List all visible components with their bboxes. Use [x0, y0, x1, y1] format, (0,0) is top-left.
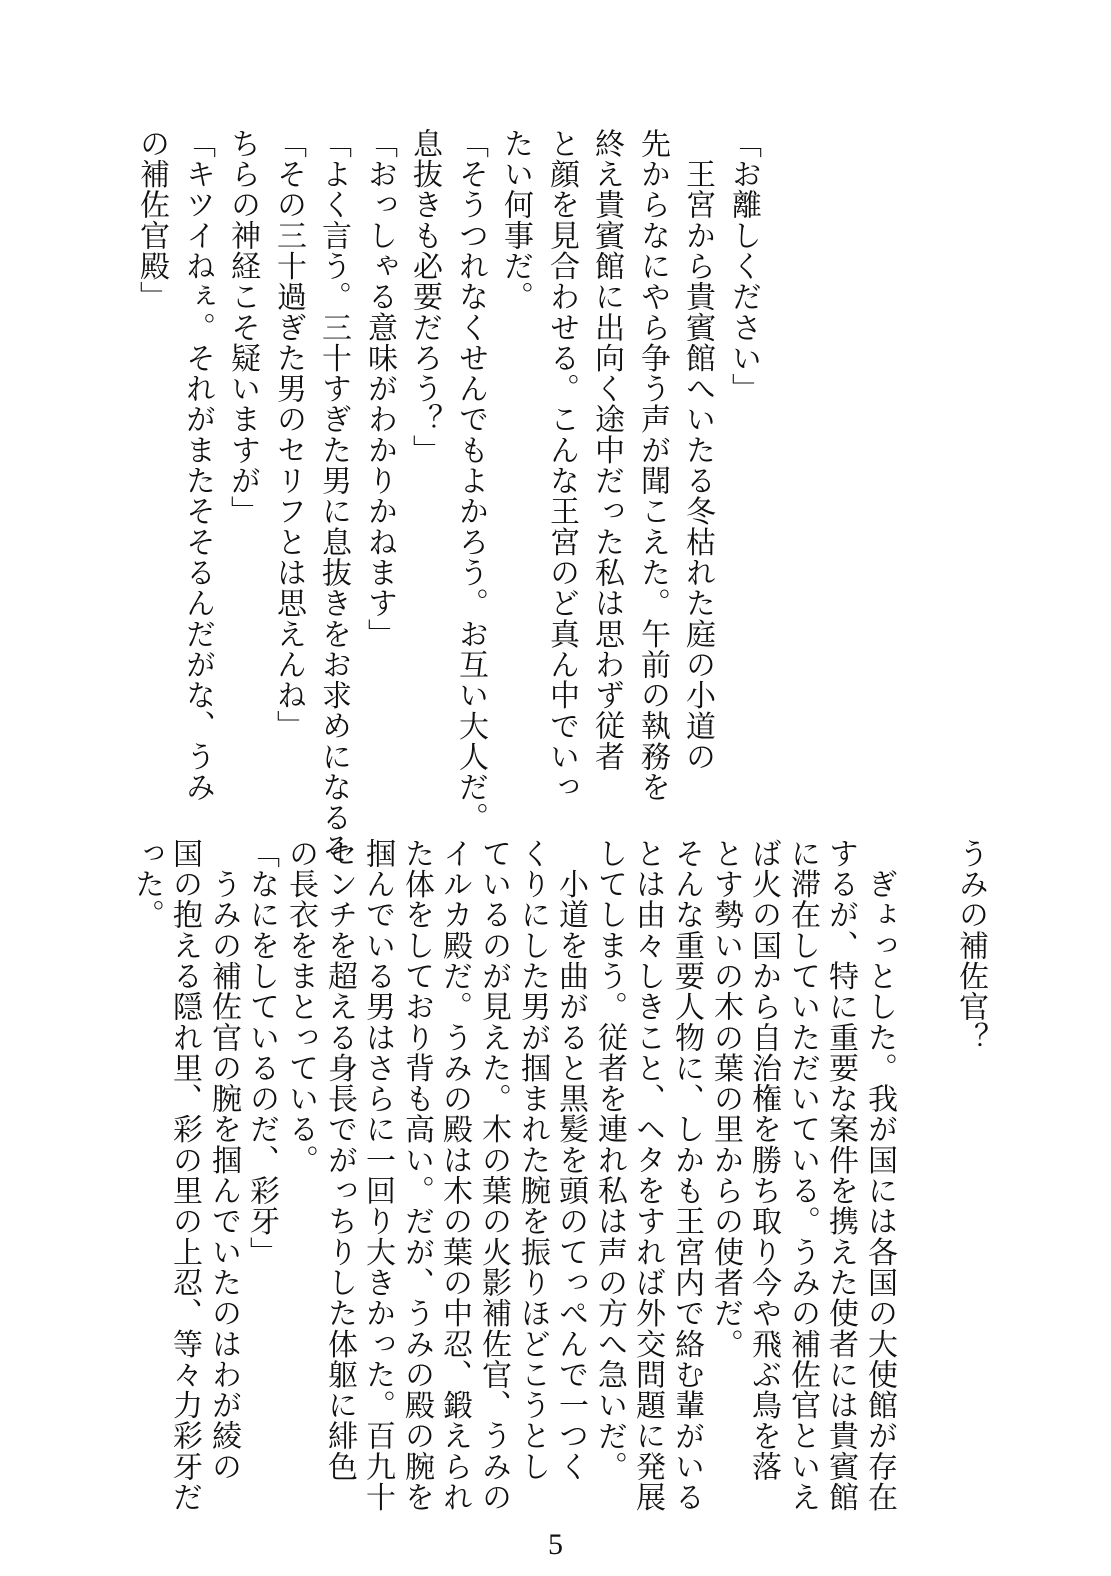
lower-line-1: うみの補佐官？	[953, 838, 988, 1053]
lower-line-18: 「なにをしているのだ、彩牙」	[244, 838, 279, 1268]
upper-line-2: 王宮から貴賓館へいたる冬枯れた庭の小道の	[680, 128, 715, 772]
lower-line-11: くりにした男が掴まれた腕を振りほどこうとし	[515, 838, 550, 1482]
lower-line-6: とす勢いの木の葉の里からの使者だ。	[708, 838, 743, 1360]
upper-line-12: ちらの神経こそ疑いますが」	[225, 128, 260, 527]
lower-line-17: の長衣をまとっている。	[283, 838, 318, 1176]
upper-line-9: 「おっしゃる意味がわかりかねます」	[362, 128, 397, 650]
lower-line-3: するが、特に重要な案件を携えた使者には貴賓館	[823, 838, 858, 1513]
upper-line-10: 「よく言う。三十すぎた男に息抜きをお求めになるそ	[316, 128, 351, 864]
lower-line-20: 国の抱える隠れ里、彩の里の上忍、等々力彩牙だ	[167, 838, 202, 1513]
upper-line-1: 「お離しください」	[726, 128, 761, 404]
lower-line-13: イルカ殿だ。うみの殿は木の葉の中忍、鍛えられ	[437, 838, 472, 1513]
lower-line-5: ば火の国から自治権を勝ち取り今や飛ぶ鳥を落	[746, 838, 781, 1482]
upper-line-7: 「そうつれなくせんでもよかろう。お互い大人だ。	[453, 128, 488, 833]
upper-line-14: の補佐官殿」	[134, 128, 169, 312]
lower-line-2: ぎょっとした。我が国には各国の大使館が存在	[862, 838, 897, 1513]
upper-line-4: 終え貴賓館に出向く途中だった私は思わず従者	[589, 128, 624, 772]
lower-line-16: センチを超える身長でがっちりした体躯に緋色	[322, 838, 357, 1482]
lower-line-7: そんな重要人物に、しかも王宮内で絡む輩がいる	[669, 838, 704, 1513]
lower-line-19: うみの補佐官の腕を掴んでいたのはわが綾の	[206, 838, 241, 1482]
upper-line-8: 息抜きも必要だろう？」	[407, 128, 442, 466]
upper-line-3: 先からなにやら争う声が聞こえた。午前の執務を	[635, 128, 670, 803]
lower-line-4: に滞在していただいている。うみの補佐官といえ	[785, 838, 820, 1513]
lower-line-10: 小道を曲がると黒髪を頭のてっぺんで一つく	[553, 838, 588, 1482]
lower-line-9: してしまう。従者を連れ私は声の方へ急いだ。	[592, 838, 627, 1482]
upper-line-5: と顔を見合わせる。こんな王宮のど真ん中でいっ	[544, 128, 579, 803]
upper-line-6: たい何事だ。	[498, 128, 533, 312]
upper-line-11: 「その三十過ぎた男のセリフとは思えんね」	[271, 128, 306, 741]
lower-line-14: た体をしており背も高い。だが、うみの殿の腕を	[399, 838, 434, 1513]
lower-line-8: とは由々しきこと、ヘタをすれば外交問題に発展	[630, 838, 665, 1513]
upper-line-13: 「キツイねぇ。それがまたそそるんだがな、うみ	[180, 128, 215, 803]
page-number: 5	[548, 1528, 563, 1561]
lower-line-21: った。	[129, 838, 164, 930]
lower-line-12: ているのが見えた。木の葉の火影補佐官、うみの	[476, 838, 511, 1513]
lower-line-15: 掴んでいる男はさらに一回り大きかった。百九十	[360, 838, 395, 1513]
